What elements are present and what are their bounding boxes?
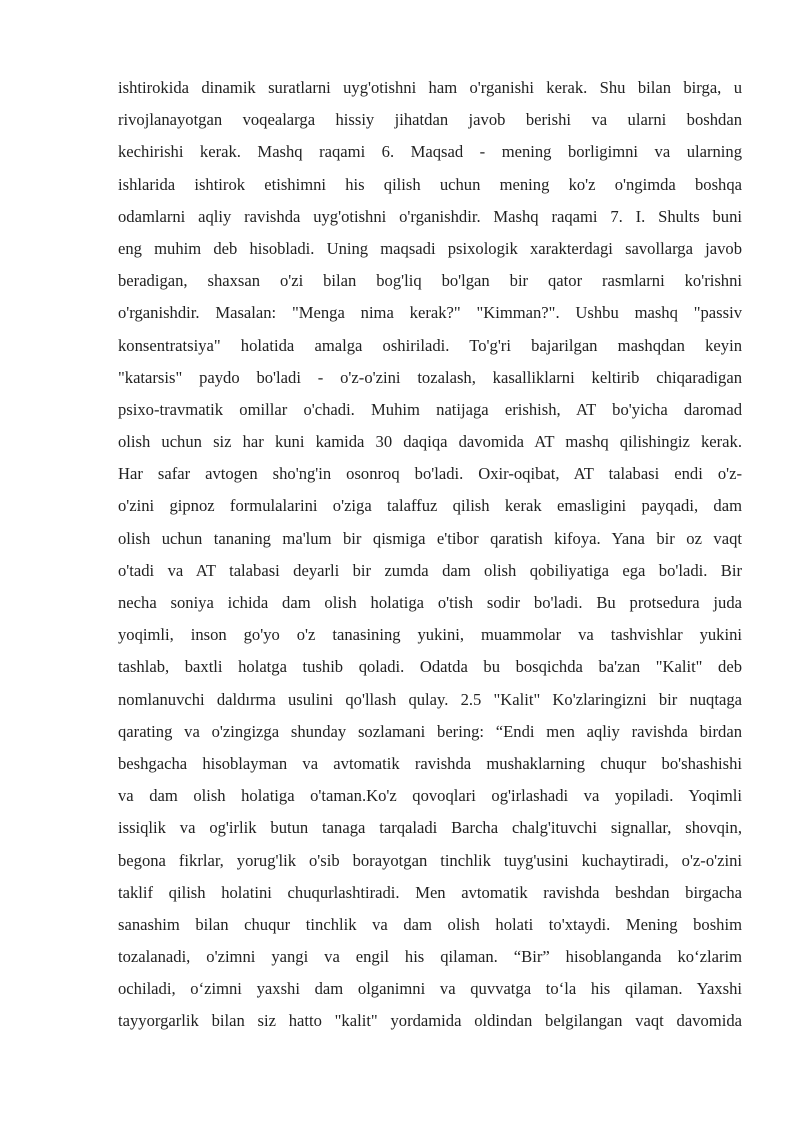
text-line: ochiladi, o‘zimni yaxshi dam olganimni va quvvatga to‘la his qilaman. Yaxshi	[118, 979, 742, 999]
text-line: tayyorgarlik bilan siz hatto "kalit" yordamida oldindan belgilangan vaqt davomida	[118, 1011, 742, 1031]
text-line: odamlarni aqliy ravishda uyg'otishni o'rganishdir. Mashq raqami 7. I. Shults buni	[118, 206, 742, 226]
text-line: eng muhim deb hisobladi. Uning maqsadi psixologik xarakterdagi savollarga javob	[118, 238, 742, 258]
text-line: issiqlik va og'irlik butun tanaga tarqaladi Barcha chalg'ituvchi signallar, shovqin,	[118, 818, 742, 838]
text-line: sanashim bilan chuqur tinchlik va dam olish holati to'xtaydi. Mening boshim	[118, 914, 742, 934]
text-line: beshgacha hisoblayman va avtomatik ravishda mushaklarning chuqur bo'shashishi	[118, 753, 742, 773]
text-line: olish uchun siz har kuni kamida 30 daqiqa davomida AT mashq qilishingiz kerak.	[118, 432, 742, 452]
text-line: Har safar avtogen sho'ng'in osonroq bo'ladi. Oxir-oqibat, AT talabasi endi o'z-	[118, 464, 742, 484]
text-line: necha soniya ichida dam olish holatiga o'tish sodir bo'ladi. Bu protsedura juda	[118, 593, 742, 612]
text-line: o'tadi va AT talabasi deyarli bir zumda dam olish qobiliyatiga ega bo'ladi. Bir	[118, 560, 742, 580]
text-line: kechirishi kerak. Mashq raqami 6. Maqsad - mening borligimni va ularning	[118, 142, 742, 162]
text-line: konsentratsiya" holatida amalga oshiriladi. To'g'ri bajarilgan mashqdan keyin	[118, 335, 742, 355]
text-line: va dam olish holatiga o'taman.Ko'z qovoqlari og'irlashadi va yopiladi. Yoqimli	[118, 786, 742, 806]
text-line: nomlanuvchi daldırma usulini qo'llash qulay. 2.5 "Kalit" Ko'zlaringizni bir nuqtaga	[118, 689, 742, 709]
text-line: psixo-travmatik omillar o'chadi. Muhim natijaga erishish, AT bo'yicha daromad	[118, 399, 742, 419]
text-line: o'zini gipnoz formulalarini o'ziga talaffuz qilish kerak emasligini payqadi, dam	[118, 496, 742, 516]
text-line: tozalanadi, o'zimni yangi va engil his qilaman. “Bir” hisoblanganda ko‘zlarim	[118, 947, 742, 967]
text-line: taklif qilish holatini chuqurlashtiradi. Men avtomatik ravishda beshdan birgacha	[118, 882, 742, 902]
text-line: begona fikrlar, yorug'lik o'sib borayotgan tinchlik tuyg'usini kuchaytiradi, o'z-o'zini	[118, 850, 742, 870]
text-line: ishlarida ishtirok etishimni his qilish uchun mening ko'z o'ngimda boshqa	[118, 174, 742, 194]
text-line: o'rganishdir. Masalan: "Menga nima kerak?" "Kimman?". Ushbu mashq "passiv	[118, 303, 742, 323]
body-text	[118, 72, 742, 1038]
text-line: tashlab, baxtli holatga tushib qoladi. Odatda bu bosqichda ba'zan "Kalit" deb	[118, 657, 742, 677]
text-line: ishtirokida dinamik suratlarni uyg'otishni ham o'rganishi kerak. Shu bilan birga, u	[118, 78, 742, 97]
text-line: qarating va o'zingizga shunday sozlamani bering: “Endi men aqliy ravishda birdan	[118, 721, 742, 741]
text-line: yoqimli, inson go'yo o'z tanasining yukini, muammolar va tashvishlar yukini	[118, 625, 742, 645]
text-line: rivojlanayotgan voqealarga hissiy jihatdan javob berishi va ularni boshdan	[118, 110, 742, 130]
text-line: beradigan, shaxsan o'zi bilan bog'liq bo'lgan bir qator rasmlarni ko'rishni	[118, 271, 742, 291]
text-line: olish uchun tananing ma'lum bir qismiga e'tibor qaratish kifoya. Yana bir oz vaqt	[118, 528, 742, 548]
text-line: "katarsis" paydo bo'ladi - o'z-o'zini tozalash, kasalliklarni keltirib chiqaradigan	[118, 367, 742, 387]
